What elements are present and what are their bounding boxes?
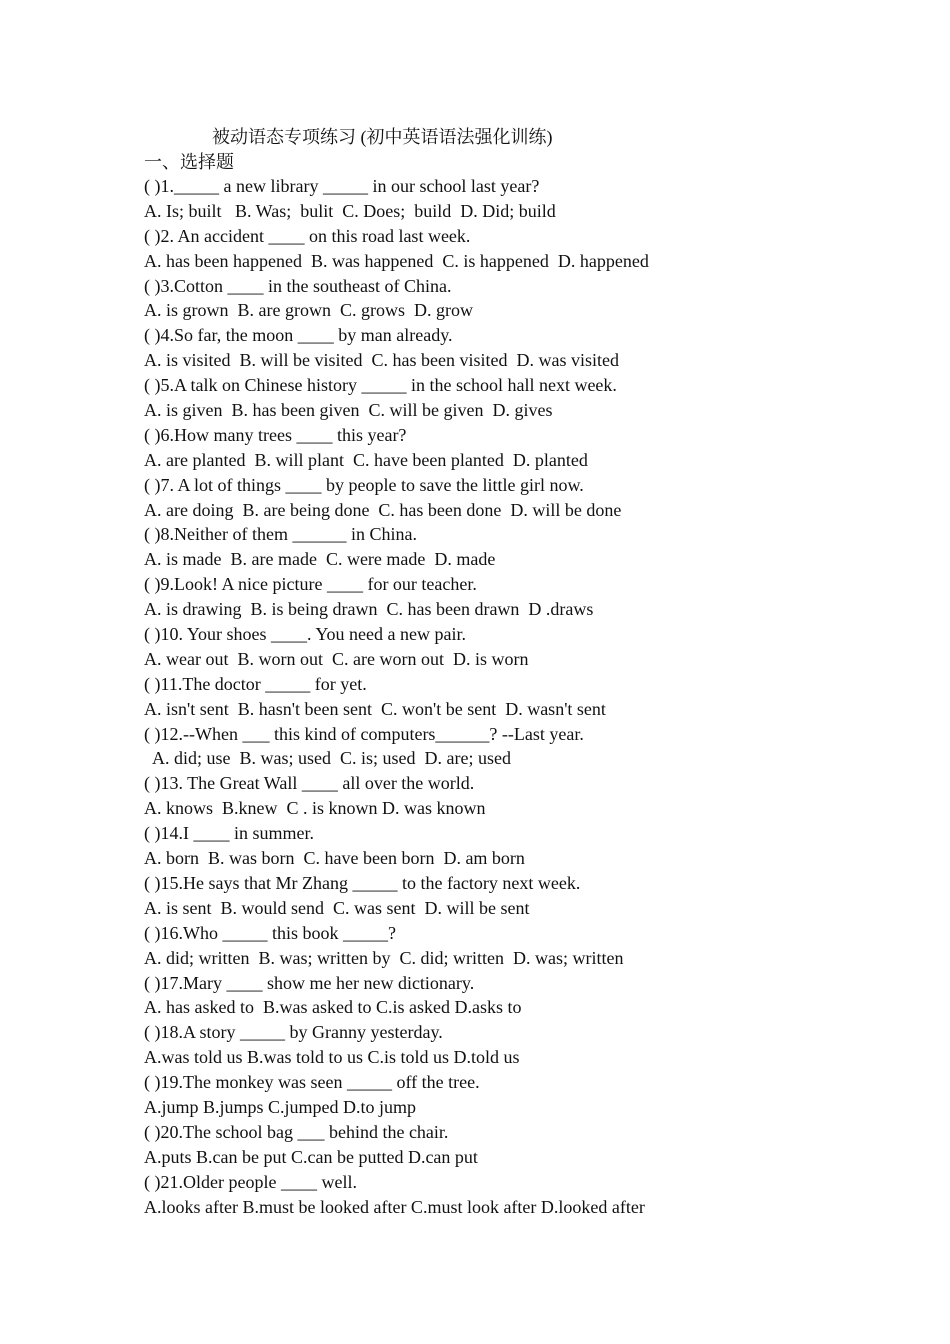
answer-options: A. did; written B. was; written by C. did; written D. was; written [144,947,624,968]
question-stem: ( )19.The monkey was seen _____ off the tree. [144,1072,480,1093]
question-stem: ( )5.A talk on Chinese history _____ in the school hall next week. [144,375,617,396]
answer-options: A. isn't sent B. hasn't been sent C. won't be sent D. wasn't sent [144,698,606,719]
question-stem: ( )6.How many trees ____ this year? [144,424,407,445]
answer-options: A. are doing B. are being done C. has been done D. will be done [144,499,622,520]
answer-options: A. is drawing B. is being drawn C. has been drawn D .draws [144,599,594,620]
answer-options: A. is given B. has been given C. will be given D. gives [144,400,553,421]
answer-options: A. did; use B. was; used C. is; used D. are; used [144,748,511,769]
question-stem: ( )21.Older people ____ well. [144,1171,357,1192]
answer-options: A. is made B. are made C. were made D. made [144,549,496,570]
answer-options: A.was told us B.was told to us C.is told us D.told us [144,1047,520,1068]
question-stem: ( )9.Look! A nice picture ____ for our teacher. [144,574,477,595]
question-stem: ( )3.Cotton ____ in the southeast of China. [144,275,452,296]
answer-options: A. has been happened B. was happened C. is happened D. happened [144,250,649,271]
answer-options: A.puts B.can be put C.can be putted D.can put [144,1146,478,1167]
question-stem: ( )11.The doctor _____ for yet. [144,673,367,694]
answer-options: A. Is; built B. Was; bulit C. Does; build D. Did; build [144,200,556,221]
question-stem: ( )4.So far, the moon ____ by man already. [144,325,453,346]
question-stem: ( )15.He says that Mr Zhang _____ to the factory next week. [144,872,581,893]
answer-options: A. has asked to B.was asked to C.is asked D.asks to [144,997,522,1018]
question-stem: ( )1._____ a new library _____ in our school last year? [144,176,540,196]
question-stem: ( )12.--When ___ this kind of computers______? --Last year. [144,723,584,744]
answer-options: A. born B. was born C. have been born D. am born [144,848,525,869]
question-stem: ( )14.I ____ in summer. [144,823,314,844]
question-stem: ( )20.The school bag ___ behind the chair. [144,1121,449,1142]
question-list [144,174,924,1219]
answer-options: A.jump B.jumps C.jumped D.to jump [144,1096,417,1117]
question-stem: ( )7. A lot of things ____ by people to save the little girl now. [144,474,584,495]
document-title: 被动语态专项练习 (初中英语语法强化训练) [212,127,553,147]
answer-options: A. is grown B. are grown C. grows D. grow [144,300,473,321]
question-stem: ( )2. An accident ____ on this road last week. [144,225,471,246]
section-heading: 一、选择题 [144,152,234,172]
answer-options: A. is sent B. would send C. was sent D. will be sent [144,897,530,918]
question-stem: ( )13. The Great Wall ____ all over the world. [144,773,475,794]
answer-options: A. are planted B. will plant C. have been planted D. planted [144,449,588,470]
question-stem: ( )18.A story _____ by Granny yesterday. [144,1022,443,1043]
answer-options: A. wear out B. worn out C. are worn out D. is worn [144,648,529,669]
question-stem: ( )16.Who _____ this book _____? [144,922,396,943]
answer-options: A. is visited B. will be visited C. has been visited D. was visited [144,350,619,371]
question-stem: ( )17.Mary ____ show me her new dictionary. [144,972,475,993]
question-stem: ( )8.Neither of them ______ in China. [144,524,417,545]
answer-options: A. knows B.knew C . is known D. was known [144,798,486,819]
answer-options: A.looks after B.must be looked after C.must look after D.looked after [144,1196,645,1217]
question-stem: ( )10. Your shoes ____. You need a new pair. [144,624,466,645]
